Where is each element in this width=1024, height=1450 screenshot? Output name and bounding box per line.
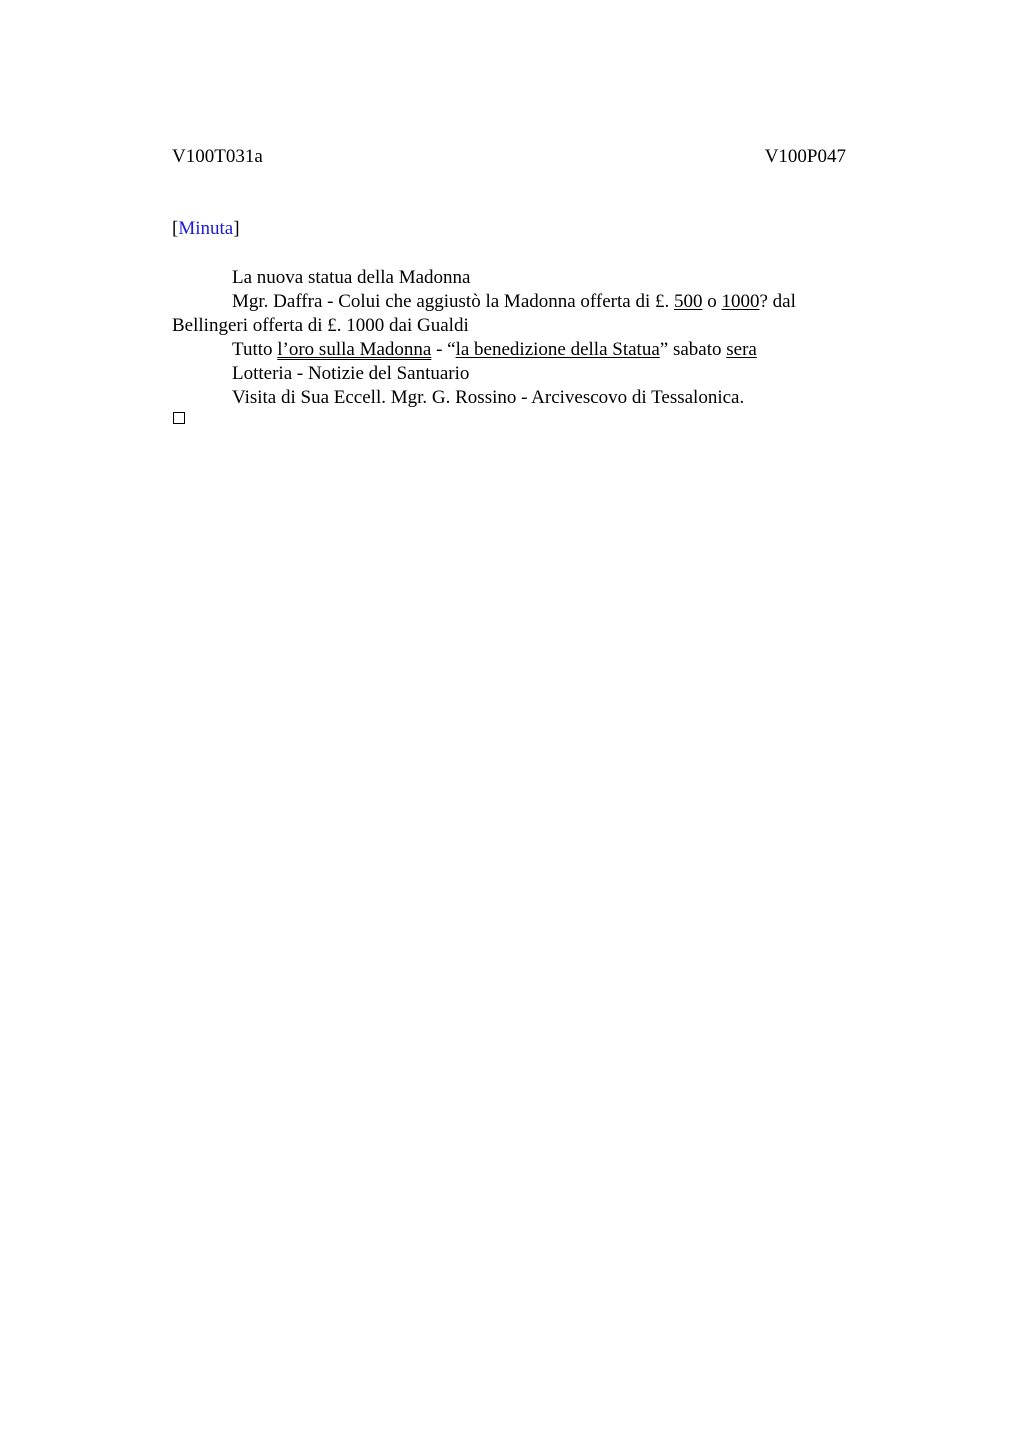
- minuta-text: Minuta: [178, 218, 234, 239]
- line-statue-title: La nuova statua della Madonna: [232, 267, 471, 288]
- offers-text-3: ? dal Bellingeri offerta di £. 1000 dai Gualdi: [172, 291, 796, 336]
- minuta-open-bracket: [: [172, 218, 179, 239]
- line-visit: Visita di Sua Eccell. Mgr. G. Rossino - Arcivescovo di Tessalonica.: [232, 387, 745, 408]
- offers-text-2: o: [702, 291, 722, 312]
- statue-blessing: la benedizione della Statua: [455, 339, 660, 360]
- line-lottery: Lotteria - Notizie del Santuario: [232, 363, 470, 384]
- gold-text-2: - “: [431, 339, 456, 360]
- offer-1000: 1000: [721, 291, 760, 312]
- offers-text-1: Mgr. Daffra - Colui che aggiustò la Madonna offerta di £.: [232, 291, 674, 312]
- minuta-label: [172, 218, 240, 240]
- gold-text-1: Tutto: [232, 339, 278, 360]
- line-gold-blessing: [172, 338, 848, 362]
- document-body: [172, 266, 848, 410]
- line-offers: [172, 290, 848, 338]
- gold-on-madonna: l’oro sulla Madonna: [277, 339, 432, 360]
- document-code-left: V100T031a: [172, 146, 263, 167]
- evening-word: sera: [726, 339, 757, 360]
- document-code-right: V100P047: [764, 146, 846, 167]
- gold-text-3: ” sabato: [659, 339, 727, 360]
- offer-500: 500: [674, 291, 703, 312]
- empty-square-icon: [173, 412, 185, 424]
- page-header: [172, 146, 846, 170]
- minuta-close-bracket: ]: [233, 218, 240, 239]
